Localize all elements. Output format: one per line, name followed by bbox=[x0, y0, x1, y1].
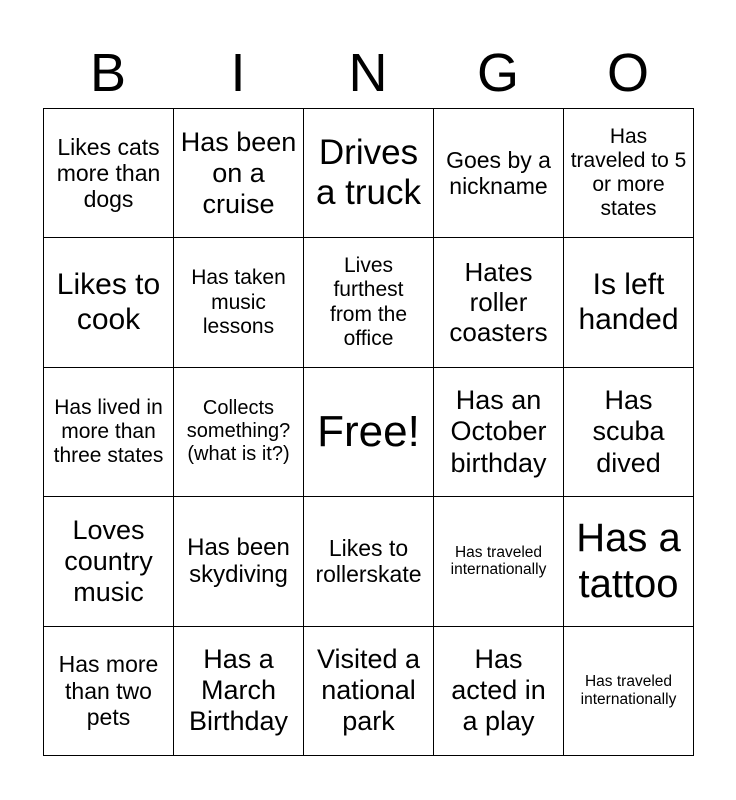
bingo-cell[interactable]: Likes to cook bbox=[44, 238, 174, 367]
bingo-cell[interactable]: Lives furthest from the office bbox=[304, 238, 434, 367]
bingo-cell[interactable]: Goes by a nickname bbox=[434, 109, 564, 238]
bingo-cell[interactable]: Likes to rollerskate bbox=[304, 497, 434, 626]
bingo-cell[interactable]: Has a March Birthday bbox=[174, 626, 304, 755]
header-letter-o: O bbox=[606, 43, 649, 103]
header-letter-n: N bbox=[348, 43, 388, 103]
bingo-cell[interactable]: Has traveled internationally bbox=[564, 626, 694, 755]
bingo-cell[interactable]: Has scuba dived bbox=[564, 367, 694, 496]
bingo-cell[interactable]: Drives a truck bbox=[304, 109, 434, 238]
bingo-cell[interactable]: Is left handed bbox=[564, 238, 694, 367]
header-letter-i: I bbox=[230, 43, 246, 103]
bingo-cell[interactable]: Has more than two pets bbox=[44, 626, 174, 755]
bingo-cell[interactable]: Has been skydiving bbox=[174, 497, 304, 626]
bingo-cell[interactable]: Likes cats more than dogs bbox=[44, 109, 174, 238]
bingo-cell[interactable]: Has a tattoo bbox=[564, 497, 694, 626]
board-row bbox=[44, 497, 694, 626]
bingo-header bbox=[43, 38, 693, 108]
bingo-cell[interactable]: Has an October birthday bbox=[434, 367, 564, 496]
bingo-cell[interactable]: Has traveled internationally bbox=[434, 497, 564, 626]
board-row bbox=[44, 238, 694, 367]
bingo-board bbox=[43, 108, 694, 756]
bingo-cell[interactable]: Has lived in more than three states bbox=[44, 367, 174, 496]
bingo-cell[interactable]: Visited a national park bbox=[304, 626, 434, 755]
header-letter-g: G bbox=[476, 43, 519, 103]
bingo-cell[interactable]: Has been on a cruise bbox=[174, 109, 304, 238]
board-row bbox=[44, 626, 694, 755]
bingo-cell[interactable]: Has taken music lessons bbox=[174, 238, 304, 367]
bingo-cell[interactable]: Has traveled to 5 or more states bbox=[564, 109, 694, 238]
bingo-cell[interactable]: Collects something? (what is it?) bbox=[174, 367, 304, 496]
board-row bbox=[44, 109, 694, 238]
bingo-cell[interactable]: Loves country music bbox=[44, 497, 174, 626]
board-row bbox=[44, 367, 694, 496]
free-space-cell[interactable]: Free! bbox=[304, 367, 434, 496]
bingo-cell[interactable]: Hates roller coasters bbox=[434, 238, 564, 367]
header-letter-b: B bbox=[89, 43, 127, 103]
bingo-cell[interactable]: Has acted in a play bbox=[434, 626, 564, 755]
